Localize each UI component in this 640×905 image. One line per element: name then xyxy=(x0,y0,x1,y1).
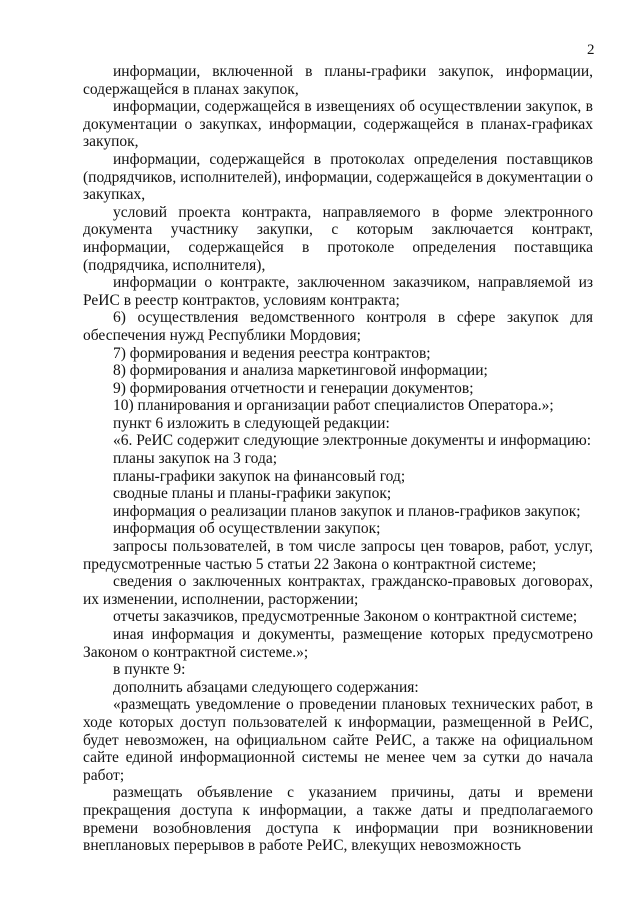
paragraph: пункт 6 изложить в следующей редакции: xyxy=(113,414,390,432)
paragraph: планы-графики закупок на финансовый год; xyxy=(113,467,406,485)
paragraph: размещать объявление с указанием причины, даты и времени прекращения доступа к информации, а также даты и предполагаемого времени возобновления доступа к информации при возникновении внеплановых перерывов в работе РеИС, влекущих невозможность xyxy=(83,784,593,855)
paragraph: 7) формирования и ведения реестра контрактов; xyxy=(113,344,431,362)
paragraph: 9) формирования отчетности и генерации документов; xyxy=(113,379,474,397)
paragraph: 10) планирования и организации работ специалистов Оператора.»; xyxy=(113,397,554,415)
paragraph: в пункте 9: xyxy=(113,661,186,679)
paragraph: информации, содержащейся в извещениях об осуществлении закупок, в документации о закупках, информации, содержащейся в планах-графиках закупок, xyxy=(83,98,593,151)
paragraph: информации, включенной в планы-графики закупок, информации, содержащейся в планах закупок, xyxy=(83,63,593,98)
paragraph: 8) формирования и анализа маркетинговой информации; xyxy=(113,362,488,380)
paragraph: иная информация и документы, размещение которых предусмотрено Законом о контрактной системе.»; xyxy=(83,626,593,661)
paragraph: 6) осуществления ведомственного контроля в сфере закупок для обеспечения нужд Республики Мордовия; xyxy=(83,309,593,344)
page-number: 2 xyxy=(587,42,595,58)
paragraph: информация об осуществлении закупок; xyxy=(113,520,381,538)
paragraph: информации, содержащейся в протоколах определения поставщиков (подрядчиков, исполнителей), информации, содержащейся в документации о закупках, xyxy=(83,150,593,204)
paragraph: информация о реализации планов закупок и планов-графиков закупок; xyxy=(113,502,581,520)
paragraph: «6. РеИС содержит следующие электронные документы и информацию: xyxy=(113,432,591,450)
paragraph: «размещать уведомление о проведении плановых технических работ, в ходе которых доступ пользователей к информации, размещенной в РеИС, будет невозможен, на официальном сайте РеИС, а также на официальном сайте единой информационной системы не менее чем за сутки до начала работ; xyxy=(83,696,593,784)
paragraph: запросы пользователей, в том числе запросы цен товаров, работ, услуг, предусмотренные частью 5 статьи 22 Закона о контрактной системе; xyxy=(83,538,593,573)
paragraph: информации о контракте, заключенном заказчиком, направляемой из РеИС в реестр контрактов, условиям контракта; xyxy=(83,274,593,309)
paragraph: отчеты заказчиков, предусмотренные Законом о контрактной системе; xyxy=(113,608,578,626)
paragraph: сводные планы и планы-графики закупок; xyxy=(113,485,392,503)
paragraph: сведения о заключенных контрактах, гражданско-правовых договорах, их изменении, исполнении, расторжении; xyxy=(83,573,593,608)
paragraph: дополнить абзацами следующего содержания: xyxy=(113,678,419,696)
document-body xyxy=(83,63,593,855)
paragraph: планы закупок на 3 года; xyxy=(113,450,278,468)
paragraph: условий проекта контракта, направляемого в форме электронного документа участнику закупки, с которым заключается контракт, информации, содержащейся в протоколе определения поставщика (подрядчика, исполнителя), xyxy=(83,203,593,274)
